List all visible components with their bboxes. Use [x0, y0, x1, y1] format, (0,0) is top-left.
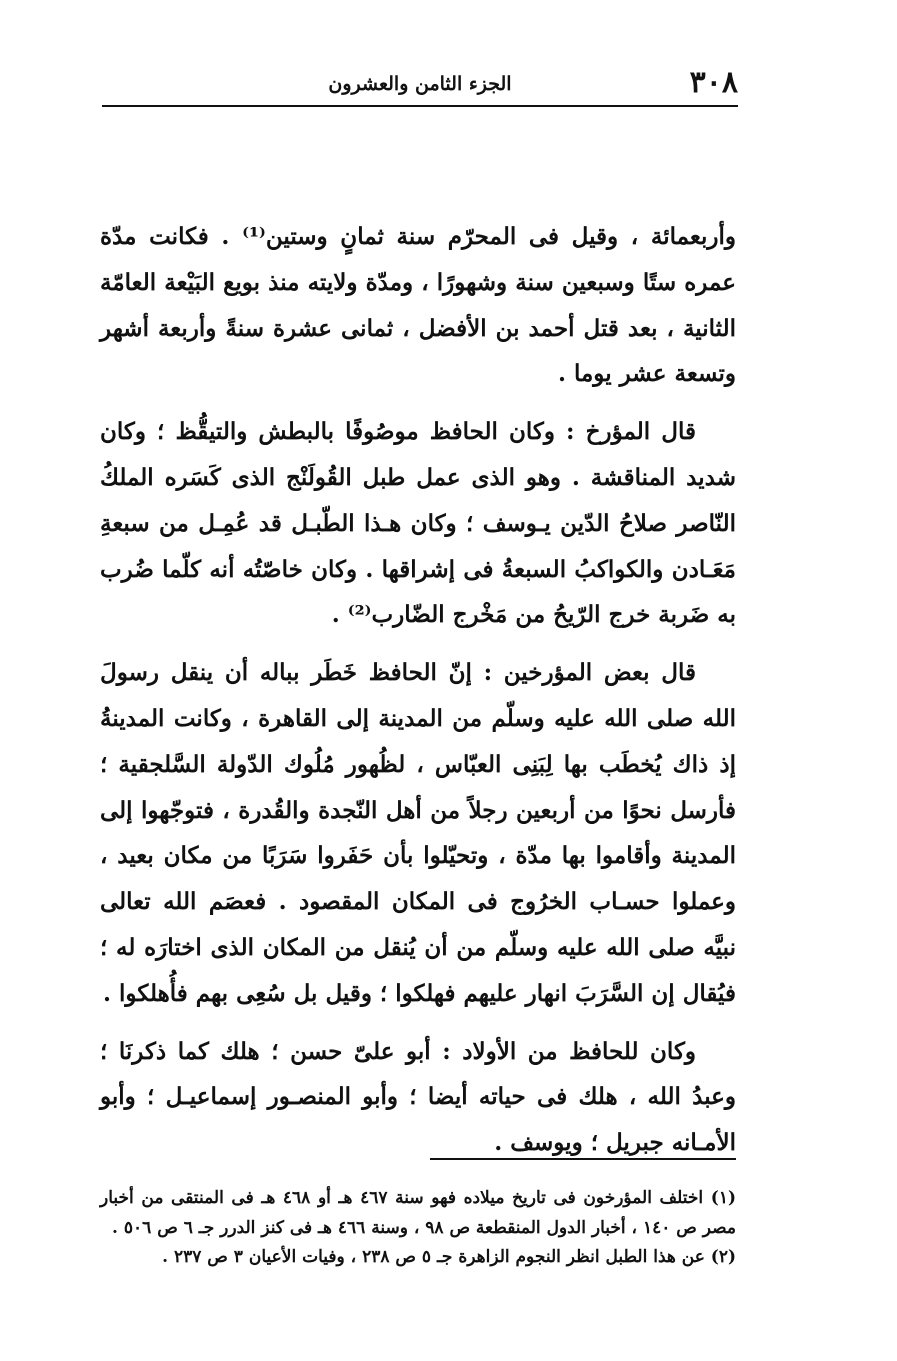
- main-text: [100, 214, 736, 1178]
- page-number: ٣٠٨: [689, 65, 738, 100]
- footnote-separator: [430, 1158, 736, 1160]
- paragraph: وكان للحافظ من الأولاد : أبو علىّ حسن ؛ هلك كما ذكرنَا ؛ وعبدُ الله ، هلك فى حياته أيضا ؛ وأبو المنصـور إسماعيـل ؛ وأبو الأمـانه جبريل ؛ ويوسف .: [100, 1037, 736, 1157]
- page-header: [102, 66, 738, 106]
- footnote: (١) اختلف المؤرخون فى تاريخ ميلاده فهو سنة ٤٦٧ هـ أو ٤٦٨ هـ فى المنتقى من أخبار مصر ص ١٤٠ ، أخبار الدول المنقطعة ص ٩٨ ، وسنة ٤٦٦ هـ فى كنز الدرر جـ ٦ ص ٥٠٦ .: [100, 1188, 736, 1238]
- header-rule: [102, 105, 738, 107]
- paragraph: قال المؤرخ : وكان الحافظ موصُوفًا بالبطش والتيقُّظ ؛ وكان شديد المناقشة . وهو الذى عمل طبل القُولَنْج الذى كَسَره الملكُ النّاصر صلاحُ الدّين يـوسف ؛ وكان هـذا الطّبـل قد عُمِـل من سبعةِ مَعَـادن والكواكبُ السبعةُ فى إشراقها . وكان خاصّتُه أنه كلّما ضُرب به ضَربة خرج الرّيحُ من مَخْرج الضّارب⁽²⁾ .: [100, 418, 736, 629]
- running-title: الجزء الثامن والعشرون: [328, 73, 512, 95]
- footnote: (٢) عن هذا الطبل انظر النجوم الزاهرة جـ ٥ ص ٢٣٨ ، وفيات الأعيان ٣ ص ٢٣٧ .: [162, 1247, 736, 1267]
- paragraph: وأربعمائة ، وقيل فى المحرّم سنة ثمانٍ وستين⁽¹⁾ . فكانت مدّة عمره ستًا وسبعين سنة وشهورًا ، ومدّة ولايته منذ بويع البَيْعة العامّة الثانية ، بعد قتل أحمد بن الأفضل ، ثمانى عشرة سنةً وأربعة أشهر وتسعة عشر يوما .: [100, 223, 737, 388]
- paragraph: قال بعض المؤرخين : إنّ الحافظ خَطَر بباله أن ينقل رسولَ الله صلى الله عليه وسلّم من المدينة إلى القاهرة ، وكانت المدينةُ إذ ذاك يُخطَب بها لِبَنِى العبّاس ، لظُهور مُلُوك الدّولة السَّلجقية ؛ فأرسل نحوًا من أربعين رجلاً من أهل النّجدة والقُدرة ، فتوجّهوا إلى المدينة وأقاموا بها مدّة ، وتحيّلوا بأن حَفَروا سَرَبًا من مكان بعيد ، وعملوا حسـاب الخرُوج فى المكان المقصود . فعصَم الله تعالى نبيَّه صلى الله عليه وسلّم من أن يُنقل من المكان الذى اختارَه له ؛ فيُقال إن السَّرَبَ انهار عليهم فهلكوا ؛ وقيل بل سُعِى بهم فأُهلكوا .: [100, 659, 736, 1007]
- footnotes: [100, 1184, 736, 1273]
